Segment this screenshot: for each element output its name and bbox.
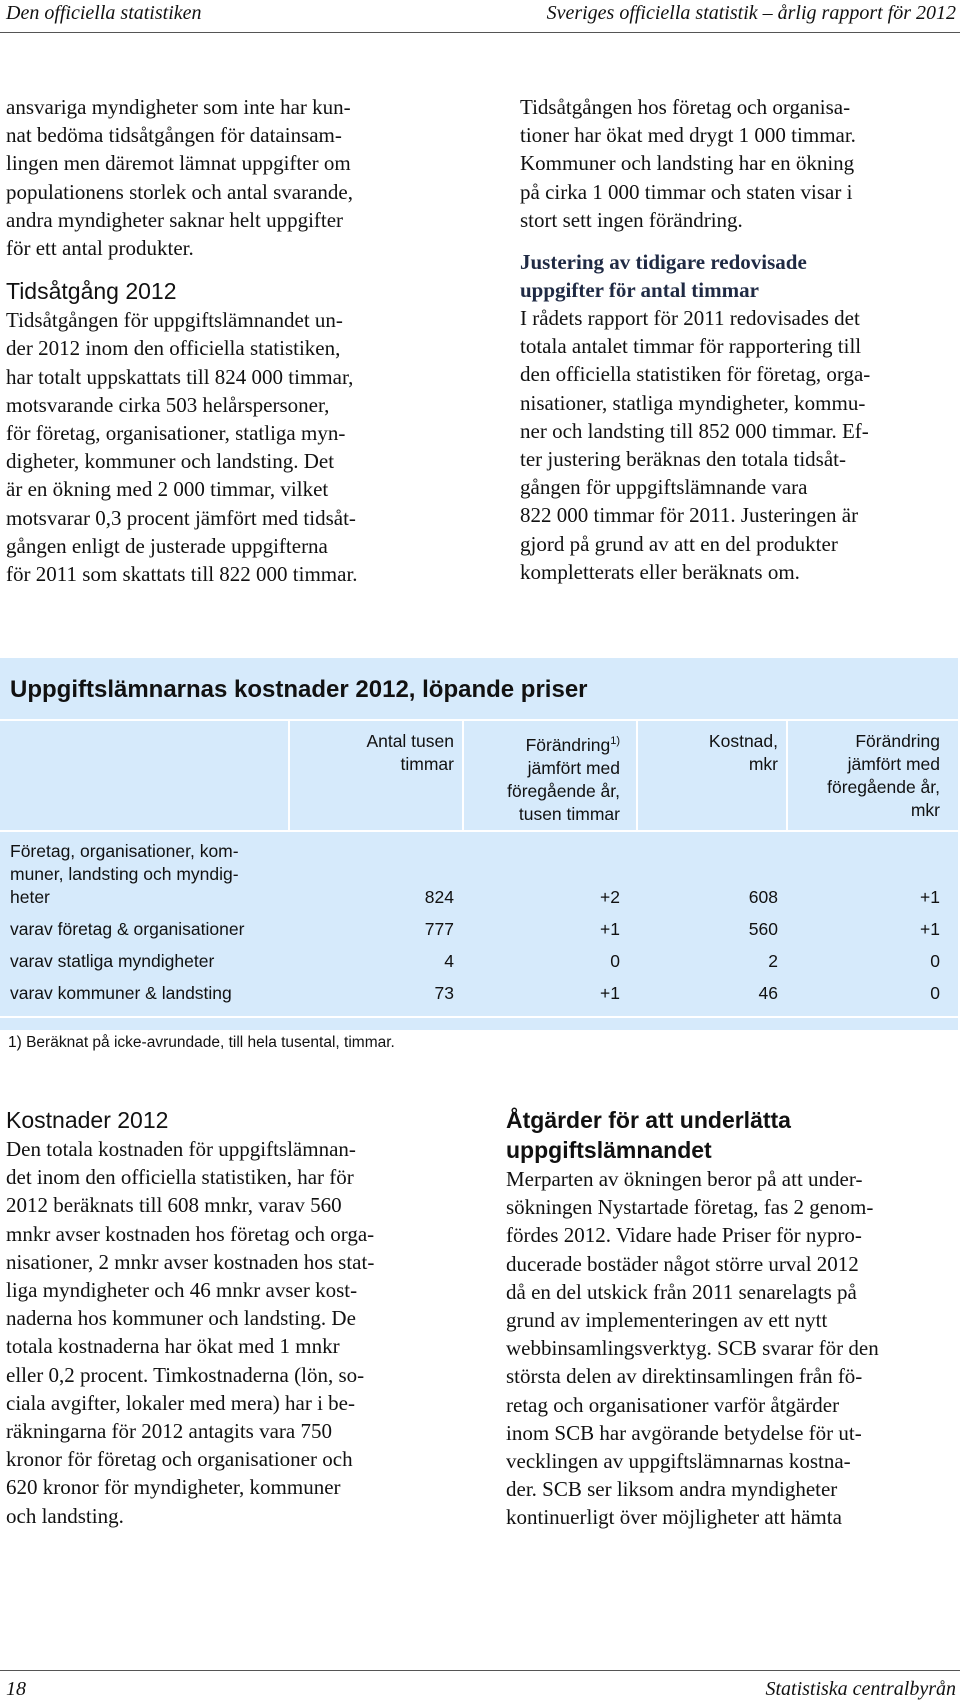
header-line: föregående år, bbox=[507, 780, 620, 801]
table-footnote: 1) Beräknat på icke-avrundade, till hela tusental, timmar. bbox=[8, 1034, 395, 1051]
text-line: är en ökning med 2 000 timmar, vilket bbox=[6, 477, 329, 502]
header-line: mkr bbox=[910, 800, 940, 820]
row-label-line: varav statliga myndigheter bbox=[10, 951, 215, 971]
table-cell: 0 bbox=[930, 951, 940, 971]
table-cell: 0 bbox=[930, 983, 940, 1003]
text-line: nat bedöma tidsåtgången för datainsam- bbox=[6, 123, 342, 148]
table-title: Uppgiftslämnarnas kostnader 2012, löpande priser bbox=[10, 676, 588, 703]
text-line: då en del utskick från 2011 senarelagts på bbox=[506, 1279, 857, 1304]
text-line: på cirka 1 000 timmar och staten visar i bbox=[520, 179, 853, 204]
table-cell: +1 bbox=[600, 919, 620, 939]
table-cell: +1 bbox=[920, 887, 940, 907]
text-line: Kommuner och landsting har en ökning bbox=[520, 151, 855, 176]
text-line: retag och organisationer varför åtgärder bbox=[506, 1392, 840, 1417]
left-column bbox=[6, 93, 446, 588]
heading-line: uppgiftslämnandet bbox=[506, 1137, 712, 1163]
table-row-label bbox=[10, 950, 300, 973]
text-line: motsvarar 0,3 procent jämfört med tidsåt- bbox=[6, 505, 356, 530]
column-header-kostnad bbox=[648, 730, 778, 776]
table-cell: 73 bbox=[434, 983, 454, 1003]
bottom-left-body bbox=[6, 1135, 466, 1530]
right-column bbox=[520, 93, 956, 586]
text-line: 2012 beräknats till 608 mnkr, varav 560 bbox=[6, 1193, 342, 1218]
text-line: kompletterats eller beräknats om. bbox=[520, 559, 800, 584]
text-line: ter justering beräknas den totala tidsåt- bbox=[520, 447, 846, 472]
running-header bbox=[0, 0, 960, 34]
header-right-text: Sveriges officiella statistik – årlig rapport för 2012 bbox=[546, 2, 956, 24]
text-line: inom SCB har avgörande betydelse för ut- bbox=[506, 1420, 862, 1445]
header-line: timmar bbox=[400, 754, 454, 774]
heading-line: uppgifter för antal timmar bbox=[520, 278, 759, 303]
table-cell: 560 bbox=[748, 919, 778, 939]
text-line: har totalt uppskattats till 824 000 timmar, bbox=[6, 364, 354, 389]
text-line: digheter, kommuner och landsting. Det bbox=[6, 449, 335, 474]
text-line: totala kostnaderna har ökat med 1 mnkr bbox=[6, 1334, 340, 1359]
column-separator bbox=[462, 721, 464, 830]
column-separator bbox=[636, 721, 638, 830]
text-line: lingen men däremot lämnat uppgifter om bbox=[6, 151, 351, 176]
text-line: 822 000 timmar för 2011. Justeringen är bbox=[520, 503, 859, 528]
heading-line: Justering av tidigare redovisade bbox=[520, 250, 807, 275]
left-body bbox=[6, 306, 446, 588]
row-label-line: Företag, organisationer, kom- bbox=[10, 841, 239, 861]
page-number: 18 bbox=[6, 1678, 26, 1700]
text-line: kronor för företag och organisationer och bbox=[6, 1447, 353, 1472]
column-separator bbox=[786, 721, 788, 830]
footnote-marker: 1) bbox=[610, 735, 620, 747]
text-line: tioner har ökat med drygt 1 000 timmar. bbox=[520, 123, 856, 148]
text-line: fördes 2012. Vidare hade Priser för nypro- bbox=[506, 1223, 862, 1248]
column-separator bbox=[288, 721, 290, 830]
text-line: der. SCB ser liksom andra myndigheter bbox=[506, 1477, 838, 1502]
header-line: Förändring bbox=[855, 731, 940, 751]
text-line: motsvarande cirka 503 helårspersoner, bbox=[6, 392, 330, 417]
row-label-line: varav kommuner & landsting bbox=[10, 983, 232, 1003]
header-line: föregående år, bbox=[827, 777, 940, 797]
text-line: totala antalet timmar för rapportering till bbox=[520, 334, 862, 359]
text-line: och landsting. bbox=[6, 1503, 124, 1528]
table-cell: 0 bbox=[610, 951, 620, 971]
text-line: ansvariga myndigheter som inte har kun- bbox=[6, 95, 351, 119]
table-row-label bbox=[10, 918, 300, 941]
text-line: der 2012 inom den officiella statistiken, bbox=[6, 336, 341, 361]
text-line: gjord på grund av att en del produkter bbox=[520, 531, 838, 556]
cost-table bbox=[0, 658, 958, 1030]
text-line: den officiella statistiken för företag, orga- bbox=[520, 362, 871, 387]
row-label-line: muner, landsting och myndig- bbox=[10, 864, 239, 884]
text-line: Tidsåtgången hos företag och organisa- bbox=[520, 95, 851, 119]
column-header-forandring-mkr bbox=[798, 730, 940, 822]
table-cell: +2 bbox=[600, 887, 620, 907]
text-line: vecklingen av uppgiftslämnarnas kostna- bbox=[506, 1449, 851, 1474]
footer-publisher: Statistiska centralbyrån bbox=[765, 1678, 956, 1700]
bottom-left-column bbox=[6, 1105, 466, 1530]
text-line: gången enligt de justerade uppgifterna bbox=[6, 533, 328, 558]
text-line: för 2011 som skattats till 822 000 timmar. bbox=[6, 562, 358, 587]
text-line: sökningen Nystartade företag, fas 2 genom- bbox=[506, 1195, 874, 1220]
table-row-label bbox=[10, 982, 300, 1005]
bottom-right-column bbox=[506, 1105, 956, 1532]
table-cell: 2 bbox=[768, 951, 778, 971]
right-intro bbox=[520, 93, 956, 234]
text-line: populationens storlek och antal svarande, bbox=[6, 179, 353, 204]
text-line: för ett antal produkter. bbox=[6, 236, 194, 261]
text-line: Tidsåtgången för uppgiftslämnandet un- bbox=[6, 308, 343, 333]
table-cell: +1 bbox=[920, 919, 940, 939]
text-line: nisationer, 2 mnkr avser kostnaden hos stat- bbox=[6, 1249, 375, 1274]
text-line: för företag, organisationer, statliga myn- bbox=[6, 421, 346, 446]
text-line: nisationer, statliga myndigheter, kommu- bbox=[520, 390, 866, 415]
text-line: 620 kronor för myndigheter, kommuner bbox=[6, 1475, 341, 1500]
header-line: jämfört med bbox=[847, 754, 940, 774]
text-line: eller 0,2 procent. Timkostnaderna (lön, so- bbox=[6, 1362, 365, 1387]
header-line: tusen timmar bbox=[518, 803, 620, 824]
section-heading-kostnader: Kostnader 2012 bbox=[6, 1107, 169, 1133]
table-cell: 46 bbox=[758, 983, 778, 1003]
text-line: gången för uppgiftslämnande vara bbox=[520, 475, 808, 500]
table-cell: 777 bbox=[424, 919, 454, 939]
text-line: Den totala kostnaden för uppgiftslämnan- bbox=[6, 1137, 356, 1161]
section-heading-atgarder bbox=[506, 1105, 956, 1165]
table-cell: 4 bbox=[444, 951, 454, 971]
header-line: Kostnad, bbox=[708, 731, 778, 751]
right-body bbox=[520, 304, 956, 586]
text-line: ner och landsting till 852 000 timmar. Ef- bbox=[520, 418, 869, 443]
column-header-forandring-timmar bbox=[474, 730, 620, 826]
text-line: stort sett ingen förändring. bbox=[520, 207, 743, 232]
table-row-label bbox=[10, 840, 300, 909]
header-left-text: Den officiella statistiken bbox=[6, 2, 202, 24]
bottom-right-body bbox=[506, 1165, 956, 1532]
header-line: mkr bbox=[748, 754, 778, 774]
text-line: ciala avgifter, lokaler med mera) har i be- bbox=[6, 1390, 355, 1415]
header-line-with-sup bbox=[474, 730, 620, 757]
text-line: ducerade bostäder något större urval 2012 bbox=[506, 1251, 859, 1276]
header-line: jämfört med bbox=[527, 757, 620, 778]
row-label-line: varav företag & organisationer bbox=[10, 919, 245, 939]
table-cell: +1 bbox=[600, 983, 620, 1003]
text-line: räkningarna för 2012 antagits vara 750 bbox=[6, 1419, 332, 1444]
row-label-line: heter bbox=[10, 887, 50, 907]
column-header-antal-timmar bbox=[300, 730, 454, 776]
text-line: mnkr avser kostnaden hos företag och orga- bbox=[6, 1221, 375, 1246]
text-line: naderna hos kommuner och landsting. De bbox=[6, 1306, 356, 1331]
section-heading-justering bbox=[520, 248, 956, 304]
text-line: grund av implementeringen av ett nytt bbox=[506, 1308, 828, 1333]
header-line: Förändring bbox=[525, 734, 611, 755]
table-cell: 824 bbox=[424, 887, 454, 907]
table-rule bbox=[0, 830, 958, 832]
text-line: kontinuerligt över möjligheter att hämta bbox=[506, 1505, 842, 1530]
header-rule bbox=[0, 32, 960, 33]
text-line: webbinsamlingsverktyg. SCB svarar för den bbox=[506, 1336, 879, 1361]
header-line: Antal tusen bbox=[366, 731, 454, 751]
text-line: det inom den officiella statistiken, har för bbox=[6, 1165, 354, 1190]
text-line: liga myndigheter och 46 mnkr avser kost- bbox=[6, 1278, 358, 1303]
heading-line: Åtgärder för att underlätta bbox=[506, 1107, 791, 1133]
table-cell: 608 bbox=[748, 887, 778, 907]
left-intro bbox=[6, 93, 446, 262]
table-rule bbox=[0, 1016, 958, 1018]
text-line: Merparten av ökningen beror på att under- bbox=[506, 1167, 863, 1191]
table-rule bbox=[0, 719, 958, 721]
text-line: största delen av direktinsamlingen från fö- bbox=[506, 1364, 863, 1389]
footer-rule bbox=[0, 1670, 960, 1671]
section-heading-tidsatgang: Tidsåtgång 2012 bbox=[6, 278, 177, 305]
text-line: I rådets rapport för 2011 redovisades det bbox=[520, 306, 860, 331]
text-line: andra myndigheter saknar helt uppgifter bbox=[6, 207, 344, 232]
